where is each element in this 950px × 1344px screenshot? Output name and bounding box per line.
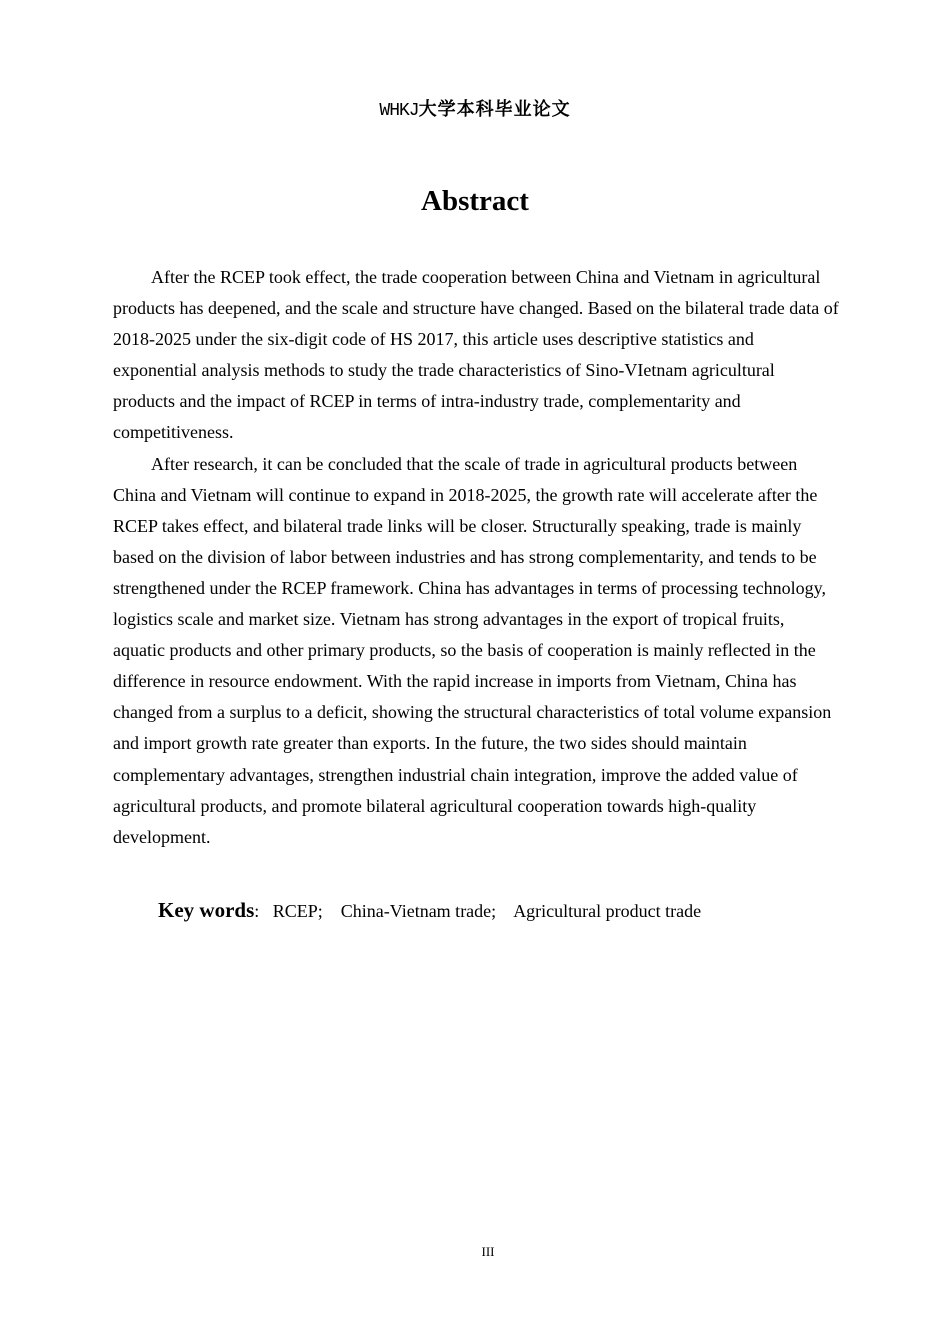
abstract-paragraph: After the RCEP took effect, the trade cooperation between China and Vietnam in agricultural products has deepened, and the scale and structure have changed. Based on the bilateral trade data of 2018-2025 under the six-digit code of HS 2017, this article uses descriptive statistics and exponential analysis methods to study the trade characteristics of Sino-VIetnam agricultural products and the impact of RCEP in terms of intra-industry trade, complementarity and competitiveness. xyxy=(113,267,839,443)
page-header xyxy=(0,96,950,125)
keywords-line xyxy=(158,895,858,926)
abstract-title: Abstract xyxy=(421,185,529,217)
keywords-colon: : xyxy=(254,901,260,921)
keywords-label: Key words xyxy=(158,898,255,922)
abstract-paragraph: After research, it can be concluded that the scale of trade in agricultural products between China and Vietnam will continue to expand in 2018-2025, the growth rate will accelerate after the RCEP takes effect, and bilateral trade links will be closer. Structurally speaking, trade is mainly based on the division of labor between industries and has strong complementarity, and tends to be strengthened under the RCEP framework. China has advantages in terms of processing technology, logistics scale and market size. Vietnam has strong advantages in the export of tropical fruits, aquatic products and other primary products, so the basis of cooperation is mainly reflected in the difference in resource endowment. With the rapid increase in imports from Vietnam, China has changed from a surplus to a deficit, showing the structural characteristics of total volume expansion and import growth rate greater than exports. In the future, the two sides should maintain complementary advantages, strengthen industrial chain integration, improve the added value of agricultural products, and promote bilateral agricultural cooperation towards high-quality development. xyxy=(113,453,832,847)
page-number: III xyxy=(481,1244,495,1259)
header-thesis-title: 大学本科毕业论文 xyxy=(418,99,571,120)
header-code: WHKJ xyxy=(379,101,419,121)
keyword-item: RCEP; xyxy=(272,901,323,921)
keyword-item: Agricultural product trade xyxy=(513,901,702,921)
abstract-body xyxy=(113,262,839,853)
keyword-item: China-Vietnam trade; xyxy=(340,901,497,921)
